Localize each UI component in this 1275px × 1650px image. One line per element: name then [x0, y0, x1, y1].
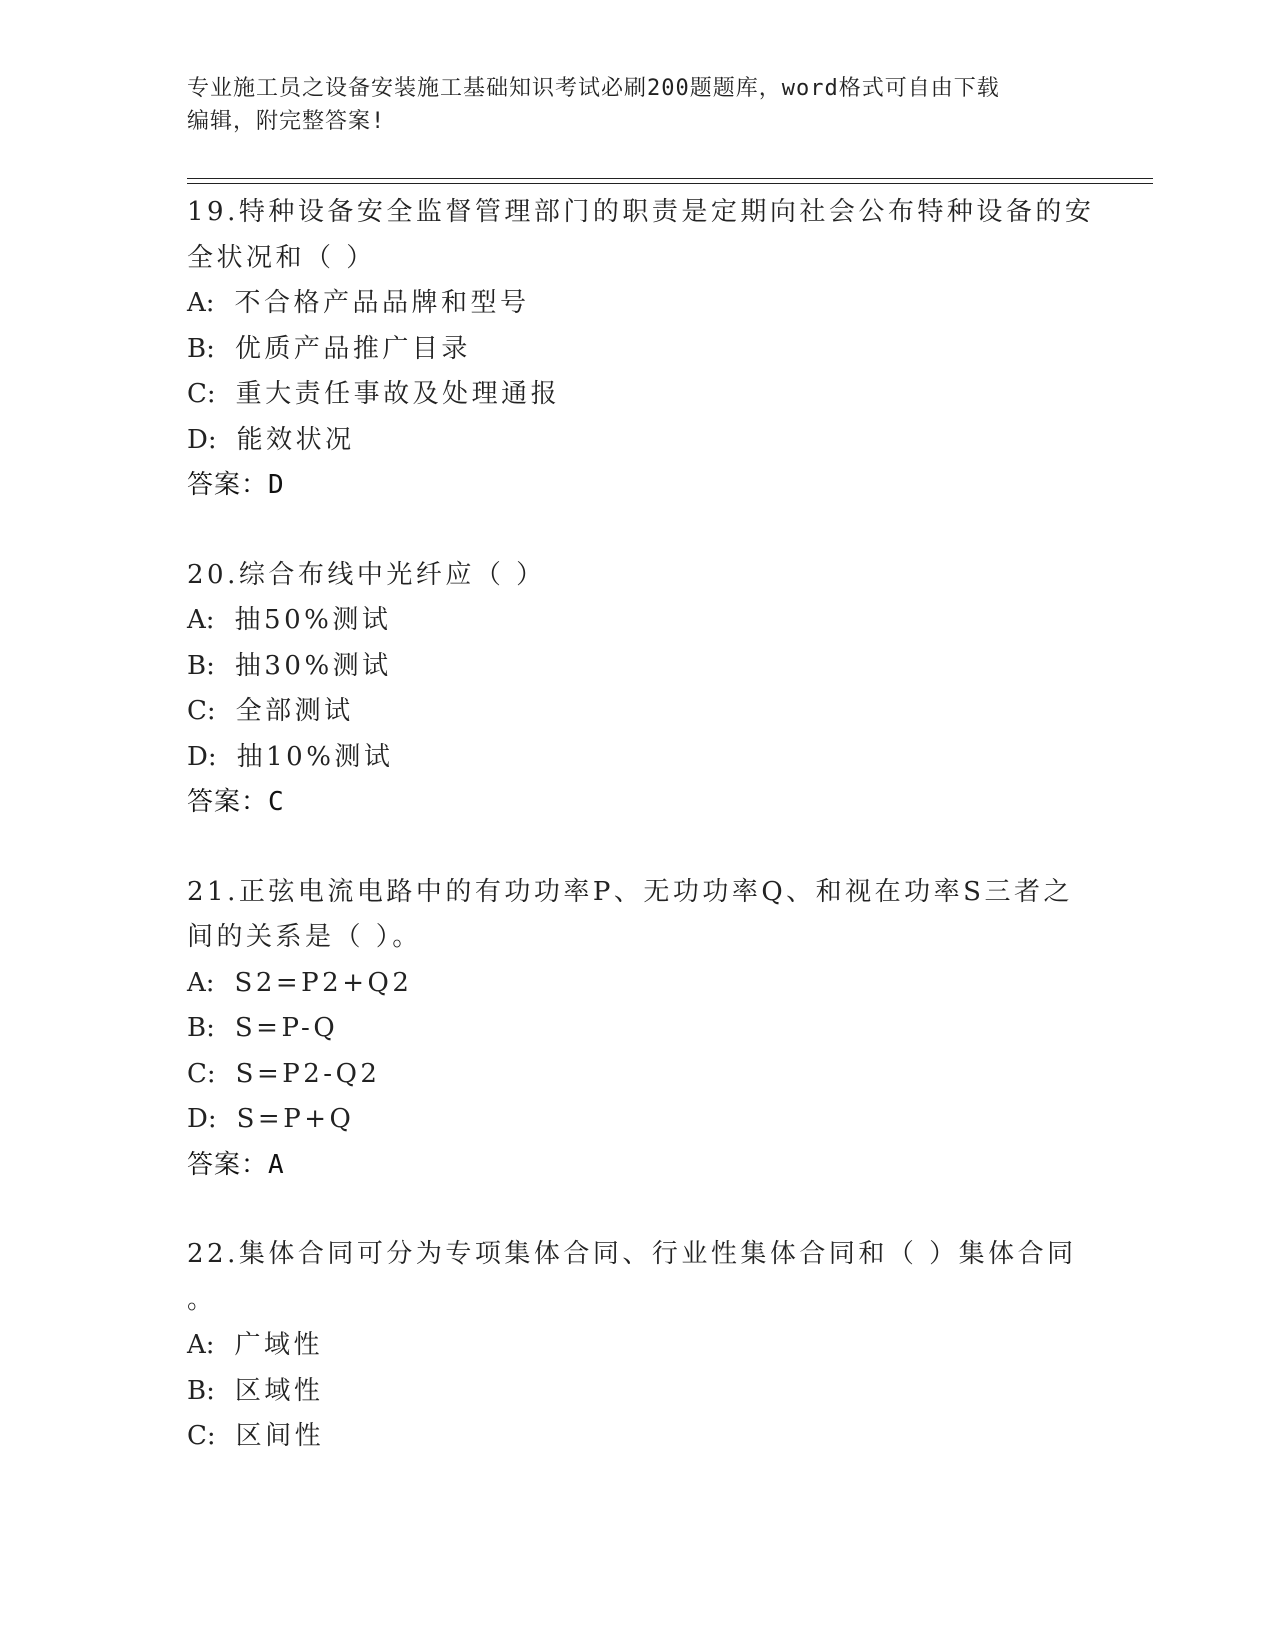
option-c: [187, 1052, 1087, 1098]
answer-line: 答案：A: [187, 1149, 285, 1180]
option-key: A:: [187, 288, 215, 318]
question-stem-line: 全状况和（ ）: [187, 242, 376, 273]
option-d: [187, 1097, 1087, 1143]
option-c: [187, 1414, 1087, 1460]
option-key: B:: [187, 1375, 215, 1406]
option-text: 不合格产品品牌和型号: [234, 288, 530, 318]
option-a: [187, 281, 1087, 327]
question-stem-line: 。: [187, 1284, 217, 1315]
option-key: B:: [187, 333, 215, 364]
option-key: C:: [187, 696, 216, 726]
option-text: S2=P2+Q2: [234, 967, 413, 998]
header-line-2: 编辑，附完整答案!: [187, 109, 386, 134]
option-key: C:: [187, 379, 216, 409]
option-key: C:: [187, 1058, 216, 1089]
document-header: [187, 72, 1067, 138]
option-text: 重大责任事故及处理通报: [235, 379, 561, 409]
option-a: [187, 598, 1087, 644]
option-b: [187, 1369, 1087, 1415]
option-key: A:: [187, 605, 215, 635]
option-c: [187, 689, 1087, 735]
answer-line: 答案：D: [187, 470, 285, 500]
option-text: 全部测试: [235, 696, 354, 726]
option-key: C:: [187, 1421, 216, 1451]
option-text: S=P2-Q2: [235, 1058, 381, 1089]
question-19: [187, 190, 1095, 509]
question-stem-line: 19.特种设备安全监督管理部门的职责是定期向社会公布特种设备的安: [187, 197, 1095, 227]
option-key: D:: [187, 1104, 217, 1134]
header-divider-bottom: [187, 183, 1153, 184]
header-divider-top: [187, 178, 1153, 179]
option-d: [187, 418, 1087, 464]
option-text: 抽50%测试: [234, 605, 392, 635]
option-key: A:: [187, 967, 215, 998]
option-text: S=P-Q: [234, 1013, 339, 1043]
option-b: [187, 327, 1087, 373]
option-text: 区间性: [235, 1421, 325, 1451]
option-text: 能效状况: [236, 424, 355, 455]
question-22: [187, 1232, 1087, 1460]
question-stem-line: 间的关系是（ ）。: [187, 922, 422, 952]
option-b: [187, 644, 1087, 690]
question-stem-line: 21.正弦电流电路中的有功功率P、无功功率Q、和视在功率S三者之: [187, 876, 1073, 907]
header-line-1: 专业施工员之设备安装施工基础知识考试必刷200题题库，word格式可自由下载: [187, 76, 1000, 101]
question-stem-line: 22.集体合同可分为专项集体合同、行业性集体合同和（ ）集体合同: [187, 1239, 1077, 1269]
option-c: [187, 372, 1087, 418]
question-21: [187, 870, 1087, 1189]
option-key: D:: [187, 741, 217, 772]
option-d: [187, 735, 1087, 781]
option-a: [187, 1323, 1087, 1369]
option-text: S=P+Q: [236, 1104, 355, 1134]
option-key: B:: [187, 650, 215, 681]
question-list: [187, 190, 1095, 1504]
question-20: [187, 553, 1087, 826]
option-text: 抽30%测试: [234, 650, 392, 681]
option-key: B:: [187, 1013, 215, 1043]
option-text: 抽10%测试: [236, 741, 394, 772]
option-b: [187, 1006, 1087, 1052]
option-key: D:: [187, 424, 217, 455]
answer-line: 答案：C: [187, 787, 285, 817]
option-text: 区域性: [234, 1375, 324, 1406]
option-a: [187, 961, 1087, 1007]
question-stem-line: 20.综合布线中光纤应（ ）: [187, 559, 546, 590]
option-text: 优质产品推广目录: [234, 333, 471, 364]
option-key: A:: [187, 1330, 215, 1360]
option-text: 广域性: [234, 1330, 324, 1360]
